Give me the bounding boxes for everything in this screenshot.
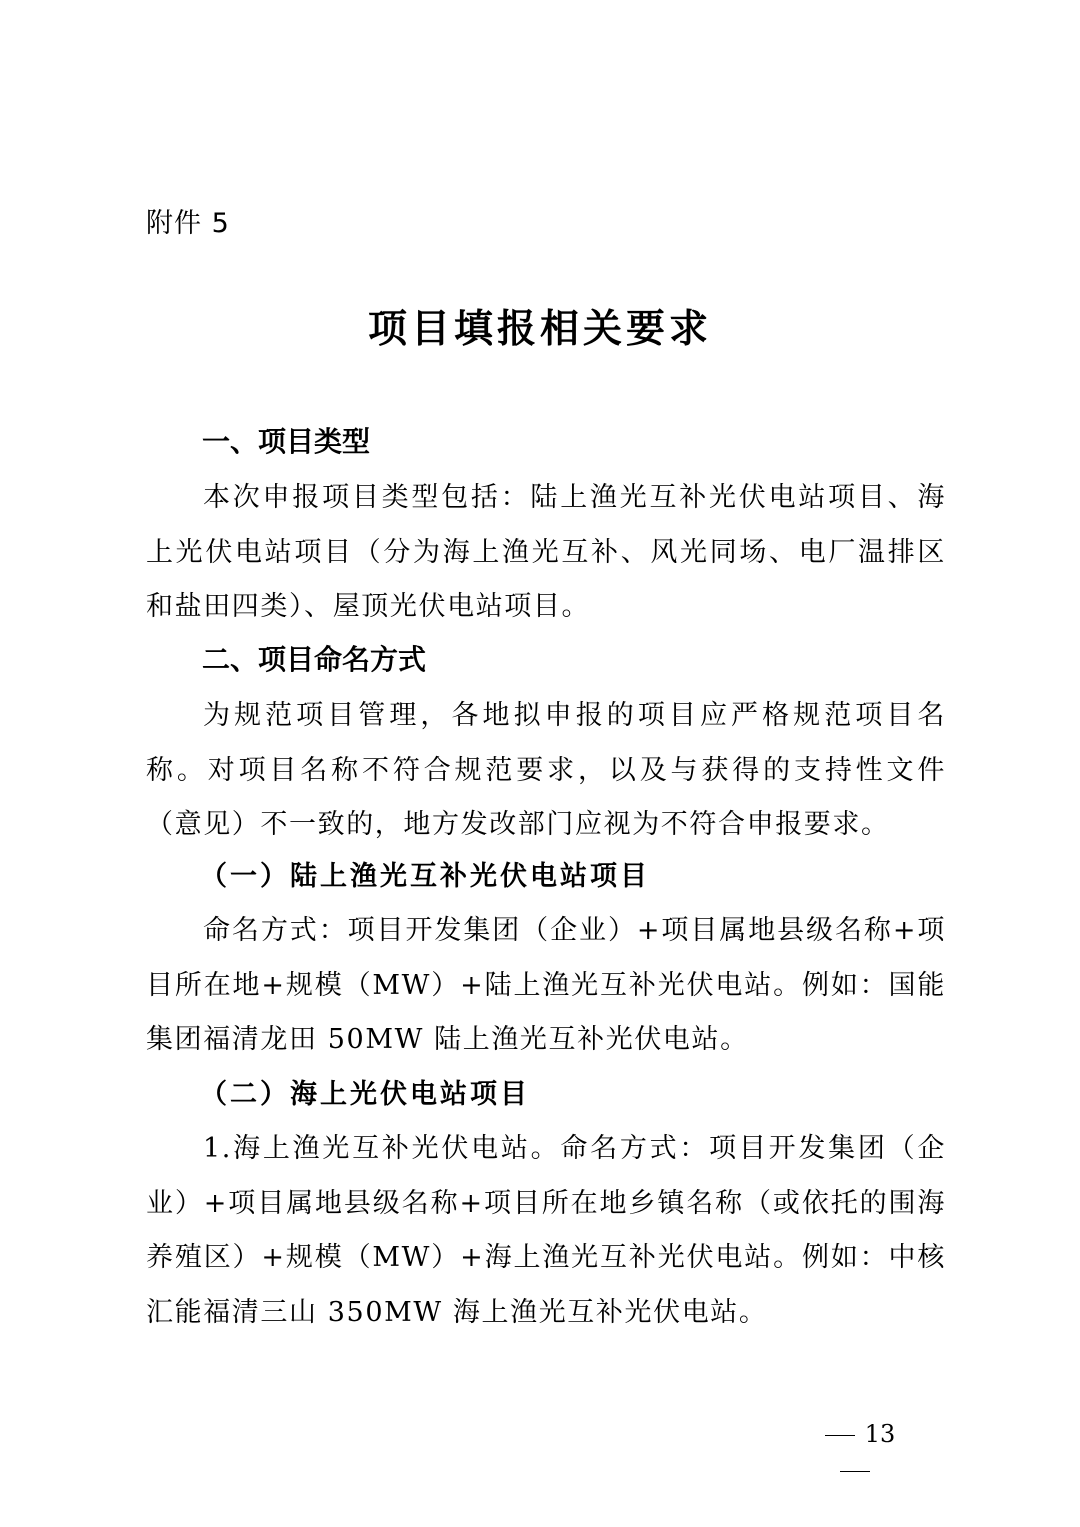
section-heading-naming: 二、项目命名方式 [202,643,427,676]
page-number-dash-left [825,1435,855,1436]
page-number-value: 13 [864,1420,896,1448]
section-paragraph-project-type: 本次申报项目类型包括：陆上渔光互补光伏电站项目、海上光伏电站项目（分为海上渔光互补、风光同场、电厂温排区和盐田四类）、屋顶光伏电站项目。 [146,482,946,622]
section-heading-project-type: 一、项目类型 [202,425,371,458]
subsection-paragraph-land-fishery: 命名方式：项目开发集团（企业）+项目属地县级名称+项目所在地+规模（MW）+陆上渔光互补光伏电站。例如：国能集团福清龙田 50MW 陆上渔光互补光伏电站。 [146,915,946,1055]
attachment-label: 附件 5 [146,208,230,239]
document-title: 项目填报相关要求 [367,307,712,352]
page-number-dash-right [840,1471,870,1472]
subsection-heading-land-fishery: （一）陆上渔光互补光伏电站项目 [200,861,650,892]
page-number [800,1416,910,1488]
subsection-heading-offshore: （二）海上光伏电站项目 [200,1079,530,1110]
section-paragraph-naming: 为规范项目管理，各地拟申报的项目应严格规范项目名称。对项目名称不符合规范要求，以及与获得的支持性文件（意见）不一致的，地方发改部门应视为不符合申报要求。 [146,700,946,840]
subsection-paragraph-offshore: 1.海上渔光互补光伏电站。命名方式：项目开发集团（企业）+项目属地县级名称+项目所在地乡镇名称（或依托的围海养殖区）+规模（MW）+海上渔光互补光伏电站。例如：中核汇能福清三山 350MW 海上渔光互补光伏电站。 [146,1133,946,1328]
